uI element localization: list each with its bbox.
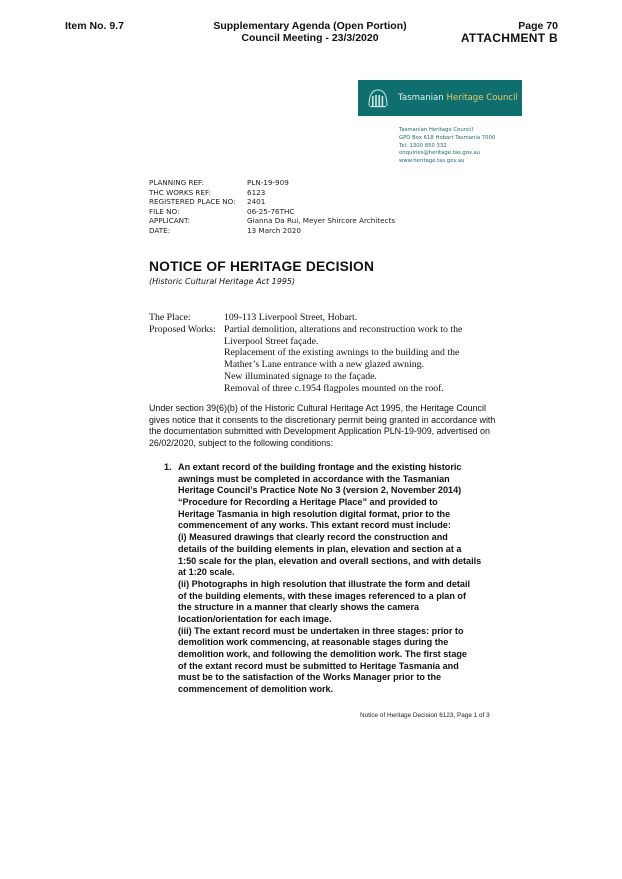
body-line: 26/02/2020, subject to the following conditions: <box>149 438 334 449</box>
condition-line: (i) Measured drawings that clearly record the construction and <box>178 532 448 543</box>
condition-line: location/orientation for each image. <box>178 613 332 624</box>
ref-value: 2401 <box>247 197 266 207</box>
ref-label: FILE NO: <box>149 206 180 216</box>
works-line: Removal of three c.1954 flagpoles mounted on the roof. <box>224 382 444 394</box>
condition-1 <box>164 462 504 696</box>
condition-line: An extant record of the building frontage and the existing historic <box>178 462 462 472</box>
attachment-label: ATTACHMENT B <box>460 31 558 45</box>
works-line: Partial demolition, alterations and reconstruction work to the <box>224 323 463 335</box>
condition-line: details of the building elements in plan, elevation and section at a <box>178 543 462 554</box>
page-number: Page 70 <box>518 20 558 32</box>
condition-line: demolition work commencing, at reasonable stages during the <box>178 637 449 648</box>
body-line: the documentation submitted with Development Application PLN-19-909, advertised on <box>149 426 490 437</box>
place-label: The Place: <box>149 312 191 323</box>
condition-line: at 1:20 scale. <box>178 567 235 578</box>
works-line: Replacement of the existing awnings to the building and the <box>224 347 460 359</box>
place-value: 109-113 Liverpool Street, Hobart. <box>224 312 358 323</box>
condition-line: Heritage Tasmania in high resolution digital format, prior to the <box>178 508 451 519</box>
contact-email[interactable]: enquiries@heritage.tas.gov.au <box>399 150 481 157</box>
condition-line: Heritage Council’s Practice Note No 3 (version 2, November 2014) <box>178 485 462 496</box>
contact-org: Tasmanian Heritage Council <box>399 127 473 133</box>
condition-text <box>178 462 481 696</box>
condition-line: demolition work, and following the demolition work. The first stage <box>178 649 467 659</box>
ref-label: APPLICANT: <box>149 216 191 226</box>
works-lines <box>224 324 462 395</box>
condition-line: of the building elements, with these images referenced to a plan of <box>178 590 467 601</box>
works-line: Liverpool Street façade. <box>224 335 319 347</box>
place-details <box>149 312 462 395</box>
contact-website[interactable]: www.heritage.tas.gov.au <box>399 158 465 165</box>
ref-row <box>149 188 395 198</box>
ref-label: REGISTERED PLACE NO: <box>149 197 236 207</box>
condition-line: “Procedure for Recording a Heritage Place” and provided to <box>178 497 438 508</box>
logo-text-part-2: Heritage Council <box>446 93 518 103</box>
works-label: Proposed Works: <box>149 323 216 335</box>
page-footer: Notice of Heritage Decision 6123, Page 1 of 3 <box>360 712 490 719</box>
condition-line: of the extant record must be submitted to Heritage Tasmania and <box>178 660 459 671</box>
condition-line: (iii) The extant record must be undertaken in three stages: prior to <box>178 625 464 636</box>
agenda-line-2: Council Meeting - 23/3/2020 <box>241 32 379 44</box>
contact-phone: Tel: 1300 850 332 <box>399 142 447 149</box>
works-row <box>149 324 462 395</box>
notice-subtitle: (Historic Cultural Heritage Act 1995) <box>149 277 296 286</box>
ref-label: THC WORKS REF: <box>149 187 211 197</box>
contact-address: GPO Box 618 Hobart Tasmania 7000 <box>399 134 496 141</box>
condition-line: awnings must be completed in accordance with the Tasmanian <box>178 473 450 484</box>
item-number: Item No. 9.7 <box>65 20 124 32</box>
body-line: Under section 39(6)(b) of the Historic Cultural Heritage Act 1995, the Heritage Council <box>149 403 486 413</box>
condition-line: (ii) Photographs in high resolution that illustrate the form and detail <box>178 578 471 589</box>
place-row <box>149 312 462 324</box>
contact-block <box>399 127 495 166</box>
ref-label: PLANNING REF: <box>149 178 205 187</box>
ref-row <box>149 226 395 236</box>
ref-label: DATE: <box>149 225 171 235</box>
works-line: Mather’s Lane entrance with a new glazed awning. <box>224 359 425 371</box>
reference-details <box>149 178 395 236</box>
ref-row <box>149 216 395 226</box>
heritage-council-logo <box>358 80 522 116</box>
ref-row <box>149 197 395 207</box>
agenda-line-1: Supplementary Agenda (Open Portion) <box>213 20 407 32</box>
condition-line: commencement of any works. This extant record must include: <box>178 520 451 531</box>
condition-line: commencement of demolition work. <box>178 684 334 695</box>
ref-row <box>149 178 395 188</box>
consent-paragraph <box>149 403 537 450</box>
condition-line: the structure in a manner that clearly shows the camera <box>178 602 420 613</box>
condition-number: 1. <box>164 462 172 472</box>
ref-value: PLN-19-909 <box>247 178 289 187</box>
condition-line: 1:50 scale for the plan, elevation and overall sections, and with details <box>178 555 482 566</box>
agenda-title <box>200 20 420 44</box>
notice-title: NOTICE OF HERITAGE DECISION <box>149 259 375 274</box>
body-line: gives notice that it consents to the discretionary permit being granted in accordance with <box>149 414 496 425</box>
ref-row <box>149 207 395 217</box>
ref-value: 6123 <box>247 187 266 197</box>
logo-text <box>398 93 518 103</box>
ref-value: 06-25-76THC <box>247 206 295 216</box>
columns-logo-icon <box>364 84 392 112</box>
logo-text-part-1: Tasmanian <box>398 93 444 103</box>
ref-value: Gianna Da Rui, Meyer Shircore Architects <box>247 216 396 226</box>
works-line: New illuminated signage to the façade. <box>224 370 377 382</box>
condition-line: must be to the satisfaction of the Works Manager prior to the <box>178 672 442 683</box>
ref-value: 13 March 2020 <box>247 225 301 235</box>
